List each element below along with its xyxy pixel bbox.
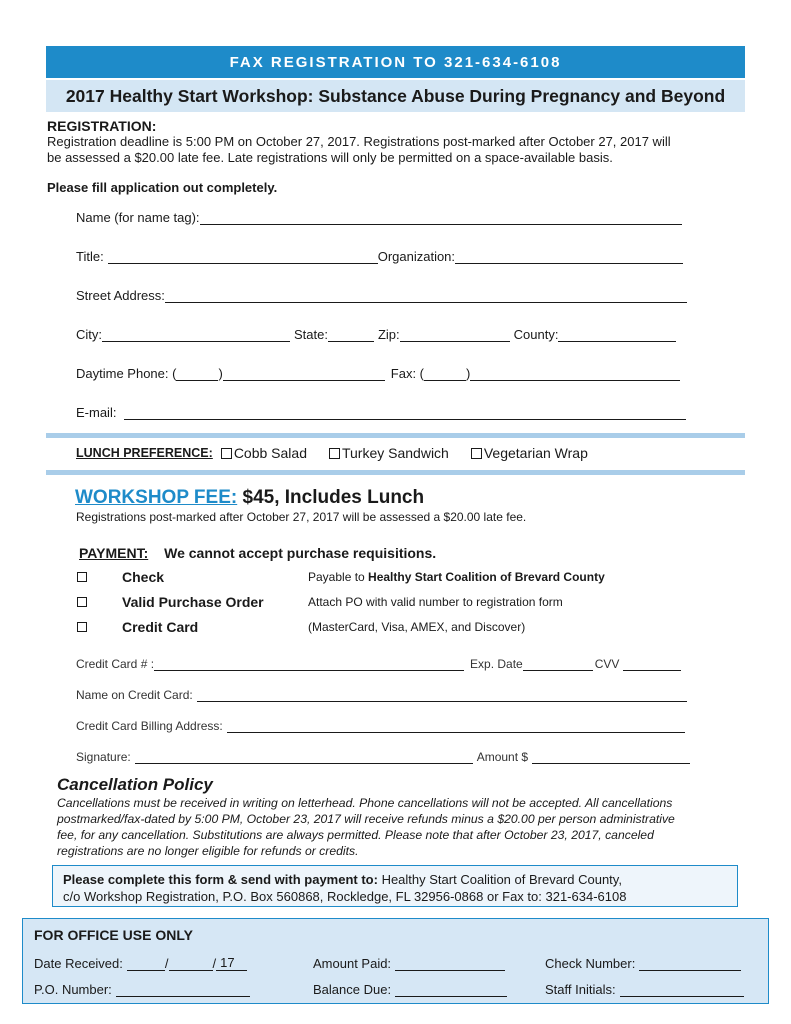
card-name-field[interactable]: [197, 689, 687, 702]
cancellation-text: [57, 795, 747, 859]
lunch-option-cobb[interactable]: [221, 445, 307, 461]
date-received-label: Date Received:: [34, 956, 123, 971]
email-field[interactable]: [124, 406, 686, 420]
payment-option-check: [77, 569, 605, 585]
organization-field[interactable]: [455, 250, 683, 264]
title-label: Title:: [76, 249, 104, 264]
amount-field[interactable]: [532, 751, 690, 764]
cvv-field[interactable]: [623, 658, 681, 671]
card-name-row: [76, 686, 687, 702]
po-number-field[interactable]: [116, 983, 250, 997]
date-month-field[interactable]: [127, 957, 165, 971]
signature-label: Signature:: [76, 750, 131, 764]
amount-label: Amount $: [476, 750, 529, 764]
phone-area-code-field[interactable]: [176, 367, 218, 381]
county-field[interactable]: [558, 328, 676, 342]
fax-banner: FAX REGISTRATION TO 321-634-6108: [46, 46, 745, 78]
payment-label: PAYMENT:: [79, 545, 149, 561]
staff-initials-label: Staff Initials:: [545, 982, 616, 997]
balance-due-label: Balance Due:: [313, 982, 392, 997]
name-field[interactable]: [200, 211, 682, 225]
phone-number-field[interactable]: [223, 367, 385, 381]
fee-amount: $45, Includes Lunch: [242, 487, 425, 508]
city-field[interactable]: [102, 328, 290, 342]
cancellation-line: Cancellations must be received in writing on letterhead. Phone cancellations will not be accepted. All cancellations: [57, 796, 673, 810]
lunch-option-label: Turkey Sandwich: [341, 445, 449, 461]
cvv-label: CVV: [594, 657, 620, 671]
title-org-row: [76, 246, 683, 264]
lunch-option-vegetarian[interactable]: [471, 445, 588, 461]
office-heading: FOR OFFICE USE ONLY: [34, 927, 193, 943]
po-number-label: P.O. Number:: [34, 982, 112, 997]
fax-number-field[interactable]: [470, 367, 680, 381]
payment-heading: [79, 545, 436, 561]
workshop-fee: [75, 487, 424, 509]
checkbox-icon[interactable]: [77, 597, 87, 607]
signature-field[interactable]: [135, 751, 473, 764]
payment-note: We cannot accept purchase requisitions.: [164, 545, 437, 561]
billing-row: [76, 717, 685, 733]
lunch-label: LUNCH PREFERENCE:: [76, 446, 213, 460]
exp-date-label: Exp. Date: [470, 657, 523, 671]
staff-initials-field[interactable]: [620, 983, 744, 997]
lunch-option-turkey[interactable]: [329, 445, 449, 461]
date-slash: /: [164, 956, 169, 971]
paren-close: ): [466, 366, 471, 381]
county-label: County:: [513, 327, 559, 342]
zip-label: Zip:: [377, 327, 400, 342]
organization-label: Organization:: [377, 249, 456, 264]
balance-due-field[interactable]: [395, 983, 507, 997]
date-year: 17: [216, 955, 246, 971]
amount-paid-label: Amount Paid:: [313, 956, 392, 971]
billing-label: Credit Card Billing Address:: [76, 719, 223, 733]
divider: [46, 433, 745, 438]
email-row: [76, 402, 686, 420]
zip-field[interactable]: [400, 328, 510, 342]
fill-note: Please fill application out completely.: [47, 180, 278, 195]
paren-close: ): [218, 366, 223, 381]
lunch-option-label: Vegetarian Wrap: [483, 445, 588, 461]
check-number-label: Check Number:: [545, 956, 636, 971]
card-number-label: Credit Card # :: [76, 657, 155, 671]
street-row: [76, 285, 687, 303]
payment-desc-prefix: Payable to: [308, 570, 369, 584]
checkbox-icon[interactable]: [329, 448, 340, 459]
send-line: [63, 871, 737, 888]
cancellation-heading: Cancellation Policy: [57, 775, 213, 794]
fee-note: Registrations post-marked after October 27, 2017 will be assessed a $20.00 late fee.: [76, 510, 527, 524]
email-label: E-mail:: [76, 405, 117, 420]
date-day-field[interactable]: [169, 957, 213, 971]
street-label: Street Address:: [76, 288, 165, 303]
payment-desc-bold: Healthy Start Coalition of Brevard County: [368, 570, 605, 584]
send-rest: Healthy Start Coalition of Brevard County,: [377, 872, 622, 887]
date-received-row: [34, 953, 247, 971]
registration-text: [47, 134, 747, 166]
name-row: [76, 207, 682, 225]
balance-due-row: [313, 979, 507, 997]
send-bold: Please complete this form & send with payment to:: [63, 872, 378, 887]
payment-option-name: Check: [122, 569, 165, 585]
send-address: c/o Workshop Registration, P.O. Box 560868, Rockledge, FL 32956-0868 or Fax to: 321-634-6108: [63, 889, 627, 904]
po-number-row: [34, 979, 250, 997]
payment-option-po: [77, 594, 563, 610]
state-label: State:: [294, 327, 328, 342]
card-number-field[interactable]: [154, 658, 464, 671]
exp-date-field[interactable]: [523, 658, 593, 671]
payment-option-desc: Attach PO with valid number to registration form: [308, 595, 563, 609]
checkbox-icon[interactable]: [77, 572, 87, 582]
billing-field[interactable]: [227, 720, 685, 733]
divider: [46, 470, 745, 475]
title-field[interactable]: [108, 250, 378, 264]
fee-label: WORKSHOP FEE:: [75, 487, 238, 508]
phone-row: [76, 363, 680, 381]
registration-heading: REGISTRATION:: [47, 118, 157, 134]
cancellation-line: fee, for any cancellation. Substitutions are always permitted. Please note that after October 23, 2017, canceled: [57, 828, 654, 842]
phone-label: Daytime Phone: (: [76, 366, 177, 381]
registration-text-line: be assessed a $20.00 late fee. Late registrations will only be permitted on a space-available basis.: [47, 150, 613, 165]
name-label: Name (for name tag):: [76, 210, 200, 225]
city-label: City:: [76, 327, 102, 342]
check-number-field[interactable]: [639, 957, 741, 971]
fax-area-code-field[interactable]: [424, 367, 466, 381]
street-field[interactable]: [165, 289, 687, 303]
signature-row: [76, 748, 690, 764]
city-row: [76, 324, 676, 342]
fax-label: Fax: (: [390, 366, 425, 381]
payment-option-desc: (MasterCard, Visa, AMEX, and Discover): [308, 620, 526, 634]
state-field[interactable]: [328, 328, 374, 342]
payment-option-name: Credit Card: [122, 619, 199, 635]
send-instructions: [52, 865, 738, 907]
registration-text-line: Registration deadline is 5:00 PM on October 27, 2017. Registrations post-marked after October 27, 2017 will: [47, 134, 671, 149]
payment-option-name: Valid Purchase Order: [122, 594, 264, 610]
lunch-preference: [76, 445, 610, 461]
workshop-title: 2017 Healthy Start Workshop: Substance Abuse During Pregnancy and Beyond: [46, 80, 745, 112]
checkbox-icon[interactable]: [471, 448, 482, 459]
checkbox-icon[interactable]: [221, 448, 232, 459]
cancellation-line: registrations are no longer eligible for refunds or credits.: [57, 844, 359, 858]
check-number-row: [545, 953, 741, 971]
lunch-option-label: Cobb Salad: [233, 445, 307, 461]
amount-paid-field[interactable]: [395, 957, 505, 971]
cancellation-line: postmarked/fax-dated by 5:00 PM, October 23, 2017 will receive refunds minus a $20.00 per person administrative: [57, 812, 675, 826]
payment-option-desc: [308, 570, 605, 584]
checkbox-icon[interactable]: [77, 622, 87, 632]
date-slash: /: [212, 956, 217, 971]
card-number-row: [76, 655, 681, 671]
amount-paid-row: [313, 953, 505, 971]
card-name-label: Name on Credit Card:: [76, 688, 193, 702]
payment-option-credit-card: [77, 619, 525, 635]
staff-initials-row: [545, 979, 744, 997]
